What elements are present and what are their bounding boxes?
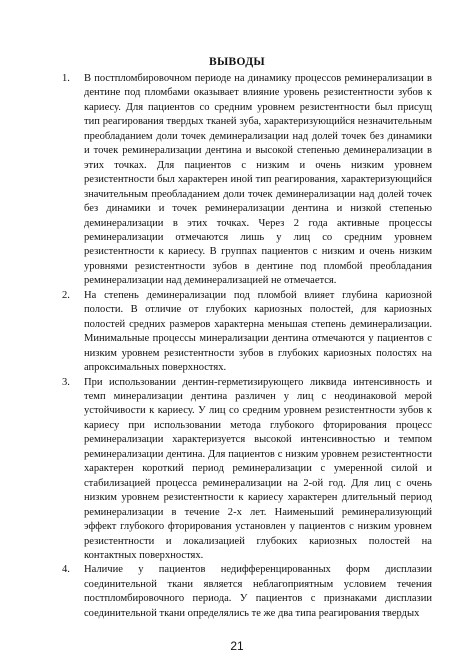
list-item	[62, 72, 432, 289]
page-number: 21	[230, 639, 244, 653]
list-item	[62, 563, 432, 621]
item-number: 4.	[62, 564, 70, 576]
item-text: В постпломбировочном периоде на динамику процессов реминерализации в дентине под пломбами оказывает влияние уровень резистентности зубов к кариесу. Для пациентов со средним уровнем резистентности был присущ тип реагирования твердых тканей зуба, характеризующийся незначительным преобладанием доли точек деминерализации над долей точек без динамики и точек реминерализации дентина и высокой степенью деминерализации в этих точках. Для пациентов с низким и очень низким уровнем резистентности был характерен иной тип реагирования, характеризующийся значительным преобладанием доли точек деминерализации над долей точек без динамики и точек реминерализации дентина и низкой степенью деминерализации в этих точках. Через 2 года активные процессы реминерализации отмечаются лишь у лиц со средним уровнем резистентности к кариесу. В группах пациентов с низким и очень низким уровнями резистентности зубов в дентине под пломбой преобладания реминерализации над деминерализацией не отмечается.	[84, 73, 432, 287]
item-number: 2.	[62, 289, 70, 301]
item-number: 1.	[62, 73, 70, 84]
item-number: 3.	[62, 376, 70, 388]
list-item	[62, 289, 432, 376]
item-text: На степень деминерализации под пломбой влияет глубина кариозной полости. В отличие от глубоких кариозных полостей, для кариозных полостей средних размеров характерна меньшая степень деминерализации. Минимальные процессы минерализации дентина отмечаются у пациентов с низким уровнем резистентности зубов в глубоких кариозных полостях на апроксимальных поверхностях.	[84, 289, 432, 374]
list-item	[62, 376, 432, 564]
item-text: При использовании дентин-герметизирующего ликвида интенсивность и темп минерализации дентина различен у лиц с неодинаковой мерой устойчивости к кариесу. У лиц со средним уровнем резистентности зубов к кариесу при использовании метода глубокого фторирования процесс реминерализации характеризуется высокой интенсивностью и темпом реминерализации дентина. Для пациентов с низким уровнем резистентности характерен короткий период реминерализации с умеренной силой и стабилизацией процесса реминерализации на 2-ой год. Для лиц с очень низким уровнем резистентности к кариесу характерен длительный период реминерализации в течение 2-х лет. Наименьший реминерализующий эффект глубокого фторирования установлен у пациентов с низким уровнем резистентности и локализацией глубоких кариозных полостей на контактных поверхностях.	[84, 376, 432, 561]
conclusions-list	[62, 72, 432, 621]
page-title: ВЫВОДЫ	[208, 56, 265, 68]
item-text: Наличие у пациентов недифференцированных форм дисплазии соединительной ткани является неблагоприятным условием течения постпломбировочного периода. У пациентов с признаками дисплазии соединительной ткани определялись те же два типа реагирования твердых	[84, 564, 432, 619]
